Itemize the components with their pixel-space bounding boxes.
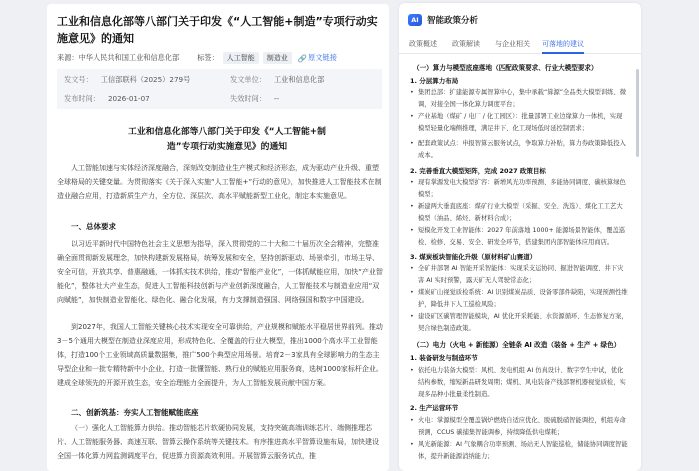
document-title: 工业和信息化部等八部门关于印发《“人工智能+制造”专项行动实施意见》的通知 xyxy=(57,15,378,45)
docno-value: 工信部联科（2025）279号 xyxy=(100,75,191,84)
list-item: • 依托电力装备大模型：风机、发电机组 AI 仿真设计、数字孪生中试，优化结构参数，缩短新品研发周期；煤机、风电装备产线部署机器视觉质检，实现多品种小批量柔性制造。 xyxy=(410,367,626,398)
tab-interpretation[interactable]: 政策解读 xyxy=(452,40,480,48)
subheading-model-matrix: 2. 完善垂直大模型矩阵，完成 2027 政策目标 xyxy=(410,167,546,175)
list-item: • 新建两大垂直底座：煤矿行业大模型（采掘、安全、洗选）、煤化工工艺大模型（油品、烯烃、新材料合成）； xyxy=(410,203,623,222)
panel-header xyxy=(408,14,478,26)
tab-overview[interactable]: 政策概述 xyxy=(409,40,437,48)
section-compute-model: （一）算力与模型底座落地（匹配政策要求、行业大模型要求） xyxy=(413,64,598,72)
source-row xyxy=(57,52,337,64)
list-item: • 风光新能源：AI 气象耦合功率预测、场站无人智能巡检，储能协同调度智能体，提升新能源消纳能力； xyxy=(410,441,628,460)
pubdate-label: 发布时间： xyxy=(64,94,100,103)
list-item: • 现有掌源发电大模型扩容：新增风光功率预测、多能协同调度、碳核算绿色模型； xyxy=(410,179,626,198)
pubdate-field xyxy=(64,94,150,104)
tab-suggestions[interactable]: 可落地的建议 xyxy=(542,40,584,48)
panel-title: 智能政策分析 xyxy=(427,16,479,26)
tag-ai[interactable]: 人工智能 xyxy=(223,52,259,64)
body-title: 工业和信息化部等八部门关于印发《“人工智能+制造”专项行动实施意见》的通知 xyxy=(128,127,326,152)
section-heading-1: 一、总体要求 xyxy=(71,222,116,231)
analysis-panel xyxy=(399,3,641,471)
paragraph-goals: 到2027年，我国人工智能关键核心技术实现安全可靠供给，产业规模和赋能水平稳居世界前列。推动3－5个通用大模型在制造业深度应用，形成特色化、全覆盖的行业大模型，推出1000个高水平工业智能体，打造100个工业领域高质量数据集，推广500个典型应用场景。培育2－3家具有全球影响力的生态主导型企业和一批专精特新中小企业，打造一批懂智能、熟行业的赋能应用服务商，选树1000家标杆企业。建成全球领先的开源开放生态，安全治理能力全面提升，为人工智能发展贡献中国方案。 xyxy=(57,323,383,387)
list-item: • 配套政策试点：申报智算云服务试点，争取算力补贴，算力券政策降低投入成本。 xyxy=(410,140,626,159)
tab-enterprise[interactable]: 与企业相关 xyxy=(495,40,530,48)
docno-label: 发文号： xyxy=(64,75,93,84)
expire-field xyxy=(230,94,279,104)
list-item: • 火电：掌源模型全覆盖锅炉燃烧自适应优化、脱硫脱硝智能调控，机组寿命预测，CCUS 碳捕集智能调参，持续降低供电煤耗； xyxy=(410,417,626,436)
source-value: 中华人民共和国工业和信息化部 xyxy=(78,53,180,62)
subheading-equipment: 1. 装备研发与制造环节 xyxy=(410,354,478,362)
tab-bar xyxy=(399,36,641,54)
issuer-label: 发文单位： xyxy=(230,75,266,84)
paragraph-principles: 以习近平新时代中国特色社会主义思想为指导，深入贯彻党的二十大和二十届历次全会精神，完整准确全面贯彻新发展理念，加快构建新发展格局，统筹发展和安全，坚持创新驱动、场景牵引，市场主导、安全可信，开放共享、普惠融通，一体抓实技术供给，推动“智能产业化”，一体抓赋能应用，加快“产业智能化”，整体社大产业生态，促进人工智能科技创新与产业创新深度融合，人工智能技术与制造业应用“双向赋能”，加快制造业智能化、绿色化、融合化发展，有力支撑制造强国、网络强国和数字中国建设。 xyxy=(57,240,383,304)
list-item: • 煤炭矿山视觉质检系统：AI 识别煤炭品质、设备零部件缺陷，实现预测性维护，降低井下人工巡检风险； xyxy=(410,289,628,308)
issuer-value: 工业和信息化部 xyxy=(273,75,325,84)
expire-value: -- xyxy=(273,94,280,103)
list-item: • 产业基地（煤矿 / 电厂 / 化工园区）：批量部署工业边缘算力一体机，实现模型轻量化端侧推理，满足井下、化工现场低时延控制需求； xyxy=(410,113,623,132)
expire-label: 失效时间： xyxy=(230,94,266,103)
list-item: • 建设矿区碳管理智能模块，AI 优化开采耗能、水资源循环、生态修复方案，契合绿色制造政策。 xyxy=(410,313,628,332)
scrollbar[interactable] xyxy=(636,69,639,157)
section-power: （二）电力（火电 + 新能源）全链条 AI 改造（装备 + 生产 + 绿色） xyxy=(413,341,621,349)
paragraph-intro: 人工智能加速与实体经济深度融合，深刻改变制造业生产模式和经济形态，成为驱动产业升级、重塑全球格局的关键变量。为贯彻落实《关于深入实施“人工智能+”行动的意见》，加快推进人工智能技术在制造业融合应用，打造新质生产力，全方位、深层次、高水平赋能新型工业化，制定本实施意见。 xyxy=(57,164,382,200)
original-link[interactable]: 原文链接 xyxy=(308,53,337,62)
subheading-compute-layout: 1. 分层算力布局 xyxy=(410,77,459,85)
section-heading-2: 二、创新筑基：夯实人工智能赋能底座 xyxy=(71,408,199,417)
list-item: • 全矿井部署 AI 智能开采智能体：实现采支运协同、掘进智能调度、井下灾害 AI 实时预警，露天矿无人驾驶常态化； xyxy=(410,265,624,284)
list-item: • 集团总部：扩建能源专属智算中心，集中承载“算源”全品类大模型训练、微调，对接全国一体化算力调度平台； xyxy=(410,89,627,108)
ai-icon: AI xyxy=(408,14,422,26)
issuer-field xyxy=(230,75,324,85)
subheading-operations: 2. 生产运营环节 xyxy=(410,404,459,412)
subheading-coal: 3. 煤炭板块智能化升级（原材料矿山赛道） xyxy=(410,253,537,261)
metadata-box xyxy=(57,69,382,109)
tag-manufacturing[interactable]: 制造业 xyxy=(263,52,292,64)
pubdate-value: 2026-01-07 xyxy=(107,94,150,103)
document-panel xyxy=(47,4,389,471)
tags-label: 标签： xyxy=(197,53,219,62)
bottom-fade xyxy=(47,461,389,471)
suggestions-content[interactable] xyxy=(399,54,641,471)
docno-field xyxy=(64,75,190,85)
paragraph-compute: （一）强化人工智能算力供给。推动智能芯片软硬协同发展，支持突破高端训练芯片、端侧推理芯片、人工智能服务器、高速互联、智算云操作系统等关键技术。有序推进高水平智算设施布局，加快建设全国一体化算力网监测调度平台，促进算力资源高效利用。开展智算云服务试点，推 xyxy=(57,424,379,460)
link-icon[interactable]: 🔗 xyxy=(297,53,308,63)
list-item: • 短模化开发工业智能体：2027 年前落地 1000+ 能源场景智能体，覆盖巡检、检修、交易、安全、研发全环节，搭建集团内部智能体应用商店。 xyxy=(410,227,626,246)
source-label: 来源： xyxy=(57,53,79,62)
